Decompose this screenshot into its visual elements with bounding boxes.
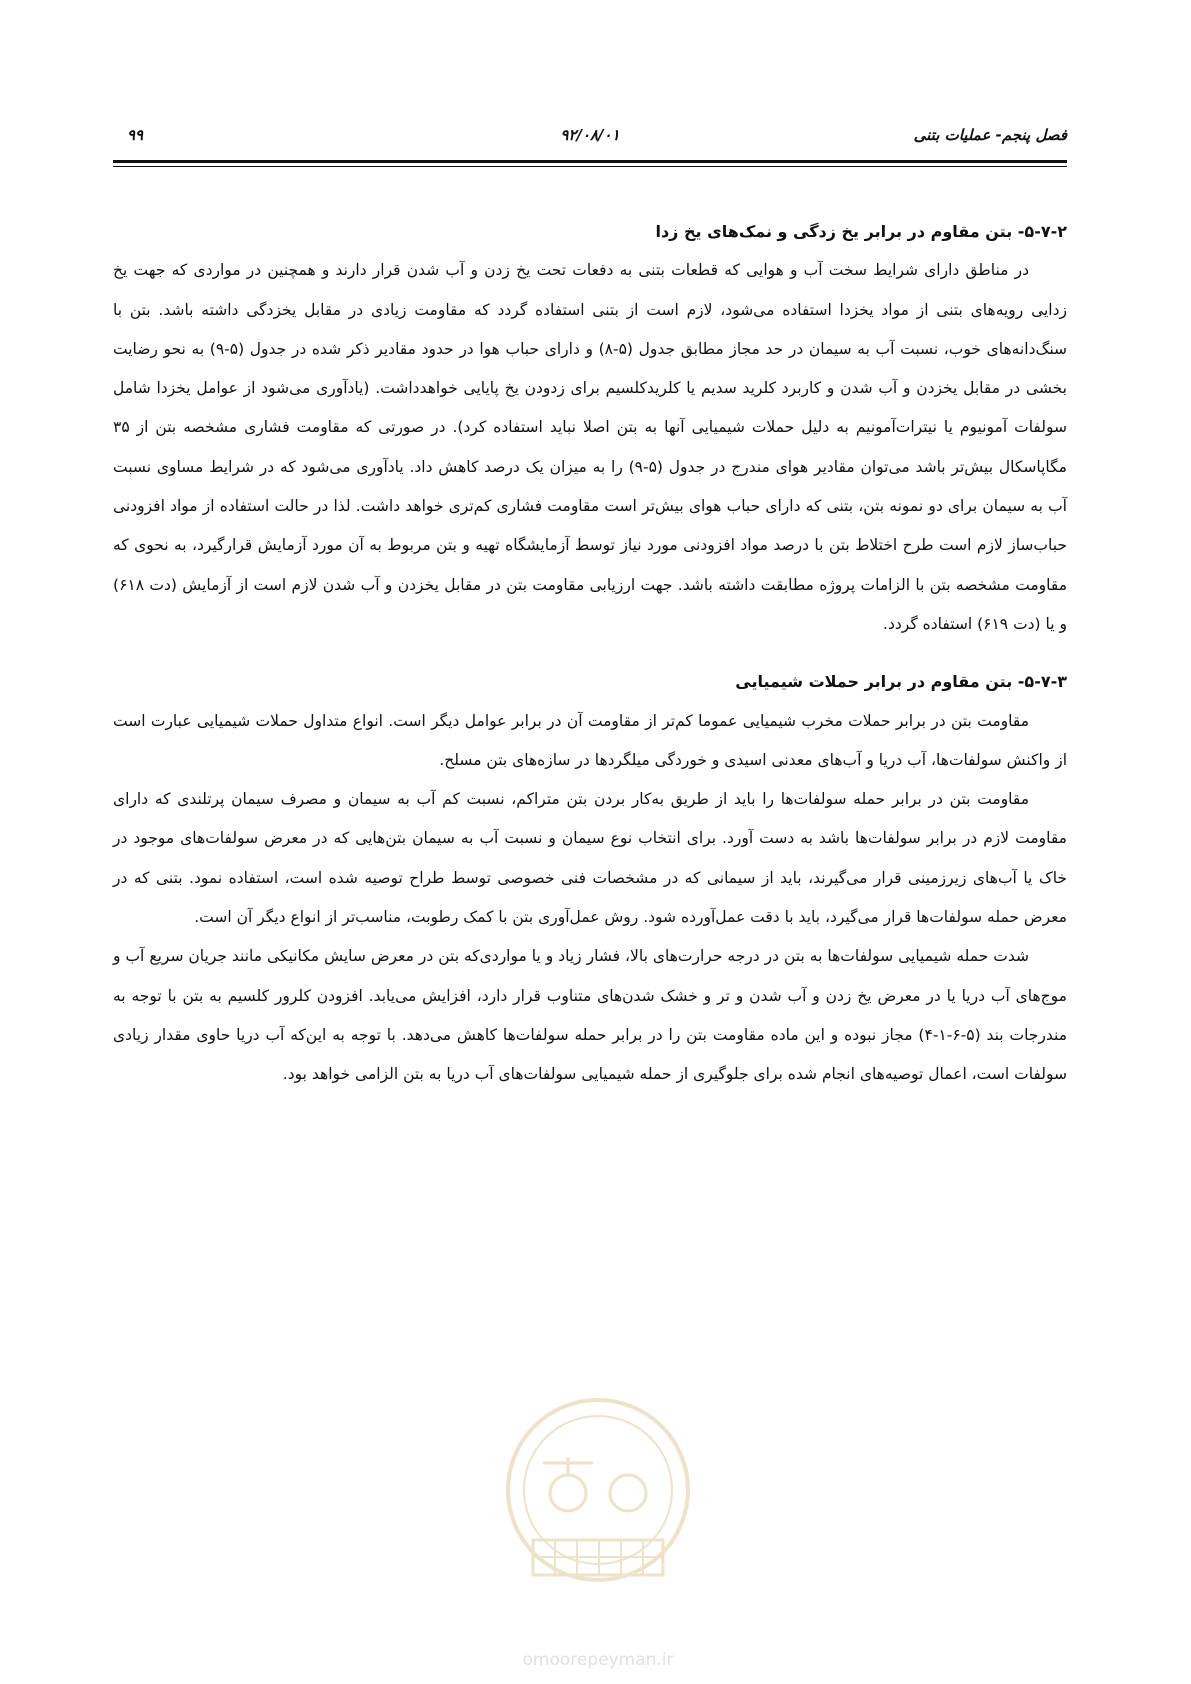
paragraph-chemical-attacks: مقاومت بتن در برابر حملات مخرب شیمیایی عموما کم‌تر از مقاومت آن در برابر عوامل دیگر است. انواع متداول حملات شیمیایی عبارت است از واکنش سولفات‌ها، آب دریا و آب‌های معدنی اسیدی و خوردگی میلگردها در سازه‌های بتن مسلح. — [113, 711, 1067, 769]
paragraph-sulfate-resistance: مقاومت بتن در برابر حمله سولفات‌ها را باید از طریق به‌کار بردن بتن متراکم، نسبت کم آب به سیمان و مصرف سیمان پرتلندی که دارای مقاومت لازم در برابر سولفات‌ها باشد به دست آورد. برای انتخاب نوع سیمان و نسبت آب به سیمان بتن‌هایی که در معرض سولفات‌های موجود در خاک یا آب‌های زیرزمینی قرار می‌گیرند، باید از سیمانی که در مشخصات فنی خصوصی توسط طراح توصیه شده است، استفاده نمود. بتنی که در معرض حمله سولفات‌ها قرار می‌گیرد، باید با دقت عمل‌آورده شود. روش عمل‌آوری بتن با کمک رطوبت، مناسب‌تر از انواع دیگر آن است. — [113, 790, 1067, 927]
header-rule-thin — [113, 166, 1067, 167]
paragraph-frost-resistance: در مناطق دارای شرایط سخت آب و هوایی که قطعات بتنی به دفعات تحت یخ زدن و آب شدن قرار دارند و همچنین در مواردی که جهت یخ زدایی رویه‌های بتنی از مواد یخزدا استفاده می‌شود، لازم است از بتنی استفاده گردد که مقاومت زیادی در مقابل یخزدگی داشته باشد. بتن با سنگ‌دانه‌های خوب، نسبت آب به سیمان در حد مجاز مطابق جدول (۵-۸) و دارای حباب هوا در حدود مقادیر ذکر شده در جدول (۵-۹) به نحو رضایت بخشی در مقابل یخزدن و آب شدن و کاربرد کلرید سدیم یا کلریدکلسیم برای زدودن یخ پایایی خواهدداشت. (یادآوری می‌شود از عوامل یخزدا شامل سولفات آمونیوم یا نیترات‌آمونیم به دلیل حملات شیمیایی آنها به بتن اصلا نباید استفاده کرد). در صورتی که مقاومت فشاری مشخصه بتن از ۳۵ مگاپاسکال بیش‌تر باشد می‌توان مقادیر هوای مندرج در جدول (۵-۹) را به میزان یک درصد کاهش داد. یادآوری می‌شود که در شرایط مساوی نسبت آب به سیمان برای دو نمونه بتن، بتنی که دارای حباب هوای بیش‌تر است مقاومت فشاری کم‌تری خواهد داشت. لذا در حالت استفاده از مواد افزودنی حباب‌ساز لازم است طرح اختلاط بتن با درصد مواد افزودنی مورد نیاز توسط آزمایشگاه تهیه و بتن مربوط به آن مورد آزمایش قرارگیرد، به نحوی که مقاومت مشخصه بتن با الزامات پروژه مطابقت داشته باشد. جهت ارزیابی مقاومت بتن در مقابل یخزدن و آب شدن لازم است از آزمایش (دت ۶۱۸) و یا (دت ۶۱۹) استفاده گردد. — [113, 261, 1068, 633]
page-header — [113, 126, 1067, 152]
watermark-seal — [473, 1375, 723, 1675]
paragraph-sulfate-severity: شدت حمله شیمیایی سولفات‌ها به بتن در درجه حرارت‌های بالا، فشار زیاد و یا مواردی‌که بتن در معرض سایش مکانیکی مانند جریان سریع آب و موج‌های آب دریا یا در معرض یخ زدن و آب شدن و تر و خشک شدن‌های متناوب قرار دارد، افزایش می‌یابد. افزودن کلرور کلسیم به بتن با توجه به مندرجات بند (۵-۶-۱-۴) مجاز نبوده و این ماده مقاومت بتن را در برابر حمله سولفات‌ها کاهش می‌دهد. با توجه به این‌که آب دریا حاوی مقدار زیادی سولفات است، اعمال توصیه‌های انجام شده برای جلوگیری از حمله شیمیایی سولفات‌های آب دریا به بتن الزامی خواهد بود. — [113, 947, 1067, 1084]
page-number: ۹۹ — [127, 126, 144, 144]
section-heading-frost-resistant: ۵-۷-۲- بتن مقاوم در برابر یخ زدگی و نمک‌های یخ زدا — [655, 222, 1067, 241]
section-heading-chemical-resistant: ۵-۷-۳- بتن مقاوم در برابر حملات شیمیایی — [735, 672, 1067, 692]
header-date: ۹۲/۰۸/۰۱ — [560, 126, 620, 144]
chapter-title: فصل پنجم- عملیات بتنی — [913, 126, 1067, 144]
body-content — [113, 212, 1067, 1095]
watermark-site-text: omoorepeyman.ir — [522, 1650, 674, 1670]
header-rule-thick — [113, 160, 1067, 163]
